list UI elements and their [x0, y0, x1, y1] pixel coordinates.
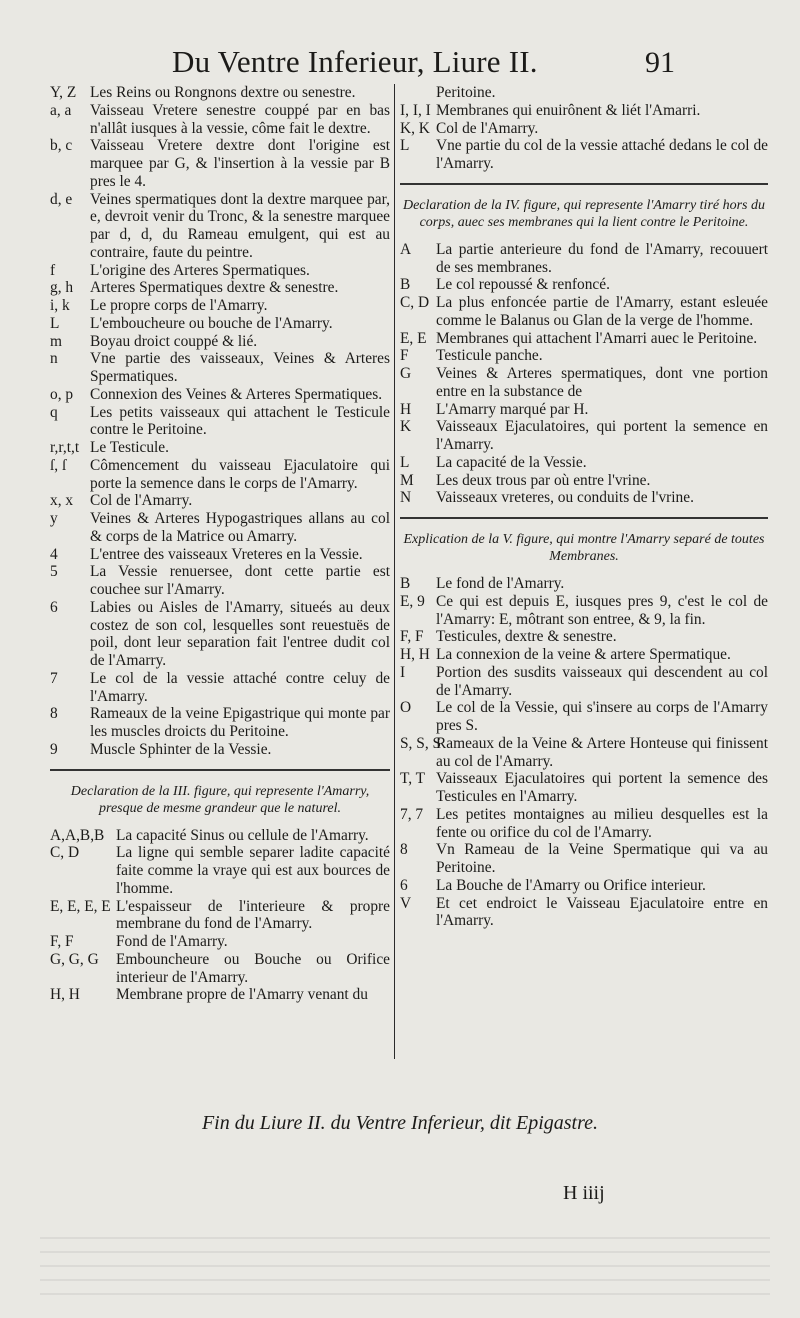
entry-text: Col de l'Amarry.: [436, 119, 539, 137]
entry-key: F, F: [50, 933, 74, 950]
entry-text: Le fond de l'Amarry.: [436, 575, 565, 592]
entry-key: y: [50, 510, 58, 527]
entry-key: G, G, G: [50, 950, 99, 968]
right-entries: [400, 84, 768, 173]
left-entries: [50, 84, 390, 759]
legend-entry: [50, 705, 390, 741]
section3-entries: [50, 827, 390, 1005]
entry-text: Boyau droict couppé & lié.: [90, 332, 258, 350]
entry-text: Rameaux de la Veine & Artere Honteuse qui finissent au col de l'Amarry.: [436, 734, 768, 770]
entry-text: L'espaisseur de l'interieure & propre membrane du fond de l'Amarry.: [116, 897, 390, 933]
legend-entry: [400, 102, 768, 120]
entry-text: Vne partie du col de la vessie attaché dedans le col de l'Amarry.: [436, 137, 768, 172]
entry-key: H: [400, 400, 412, 418]
entry-key: T, T: [400, 770, 426, 788]
entry-text: L'emboucheure ou bouche de l'Amarry.: [90, 314, 333, 332]
section5-title: Explication de la V. figure, qui montre l'Amarry separé de toutes Membranes.: [403, 532, 765, 564]
entry-key: I, I, I: [400, 101, 431, 119]
legend-entry: [400, 454, 768, 472]
legend-entry: [400, 120, 768, 138]
entry-key: A,A,B,B: [50, 826, 105, 844]
legend-entry: [50, 898, 390, 934]
entry-text: L'origine des Arteres Spermatiques.: [90, 261, 310, 279]
entry-text: Muscle Sphinter de la Vessie.: [90, 740, 272, 758]
entry-text: La Vessie renuersee, dont cette partie est couchee sur l'Amarry.: [90, 563, 390, 598]
entry-text: Membrane propre de l'Amarry venant du: [116, 986, 368, 1004]
entry-key: O: [400, 699, 412, 717]
entry-text: La capacité de la Vessie.: [436, 453, 587, 471]
entry-key: K: [400, 418, 412, 436]
entry-text: Les Reins ou Rongnons dextre ou senestre.: [90, 84, 356, 101]
entry-text: Le Testicule.: [90, 439, 169, 456]
entry-key: G: [400, 365, 412, 382]
entry-key: C, D: [400, 294, 430, 311]
section-rule: [400, 517, 768, 519]
legend-entry: [400, 646, 768, 664]
running-title: Du Ventre Inferieur, Liure II.: [172, 44, 538, 79]
entry-key: o, p: [50, 385, 74, 403]
legend-entry: [400, 664, 768, 700]
entry-key: H, H: [50, 986, 80, 1004]
legend-entry: [400, 735, 768, 771]
entry-key: r,r,t,t: [50, 439, 80, 456]
entry-text: Vaisseaux Ejaculatoires, qui portent la semence en l'Amarry.: [436, 418, 768, 453]
legend-entry: [400, 489, 768, 507]
entry-text: Membranes qui enuirônent & liét l'Amarri.: [436, 101, 701, 119]
bleed-through: [40, 1225, 770, 1295]
entry-text: Vaisseau Vretere dextre dont l'origine est marquee par G, & l'insertion à la vessie par B pres le 4.: [90, 137, 390, 190]
entry-key: 9: [50, 740, 58, 758]
entry-key: A: [400, 240, 412, 258]
entry-key: f: [50, 261, 56, 279]
entry-text: Les petites montaignes au milieu desquelles est la fente ou orifice du col de l'Amarry.: [436, 805, 768, 841]
legend-entry: [50, 741, 390, 759]
legend-entry: [50, 933, 390, 951]
entry-text: La Bouche de l'Amarry ou Orifice interieur.: [436, 876, 706, 894]
legend-entry: [400, 418, 768, 454]
entry-text: Vaisseaux Ejaculatoires qui portent la semence des Testicules en l'Amarry.: [436, 770, 768, 805]
legend-entry: [50, 510, 390, 546]
legend-entry: [400, 347, 768, 365]
legend-entry: [50, 350, 390, 386]
legend-entry: [400, 806, 768, 842]
entry-text: Labies ou Aisles de l'Amarry, situeés au deux costez de son col, lesquelles sont reuestuës de poil, dont leur separation fait l'entree dudit col de l'Amarry.: [90, 598, 390, 669]
legend-entry: [50, 386, 390, 404]
legend-entry: [50, 951, 390, 987]
entry-key: 6: [50, 598, 58, 616]
entry-text: Veines spermatiques dont la dextre marquee par, e, devroit venir du Tronc, & la senestre marquee par d, d, du Rameau emulgent, qui est au contraire, faute du peintre.: [90, 190, 390, 261]
entry-key: q: [50, 403, 58, 421]
entry-key: x, x: [50, 492, 74, 510]
entry-text: Embouncheure ou Bouche ou Orifice interieur de l'Amarry.: [116, 950, 390, 986]
legend-entry: [400, 770, 768, 806]
entry-text: Rameaux de la veine Epigastrique qui monte par les muscles droicts du Peritoine.: [90, 705, 390, 740]
entry-key: L: [50, 314, 60, 332]
entry-key: g, h: [50, 279, 74, 297]
entry-key: B: [400, 276, 411, 294]
entry-key: 5: [50, 563, 58, 581]
entry-key: b, c: [50, 137, 73, 155]
legend-entry: [50, 844, 390, 897]
entry-text: Le col repoussé & renfoncé.: [436, 276, 610, 294]
legend-entry: [400, 895, 768, 931]
column-divider: [394, 84, 395, 1059]
section-rule: [50, 769, 390, 771]
page-number: 91: [645, 46, 675, 79]
entry-key: S, S, S: [400, 734, 442, 752]
legend-entry: [50, 670, 390, 706]
entry-text: Peritoine.: [436, 84, 496, 101]
legend-entry: [50, 546, 390, 564]
entry-text: Portion des susdits vaisseaux qui descendent au col de l'Amarry.: [436, 663, 768, 699]
section4-entries: [400, 241, 768, 507]
legend-entry: [50, 84, 390, 102]
entry-key: N: [400, 489, 412, 507]
entry-text: La partie anterieure du fond de l'Amarry, recouuert de ses membranes.: [436, 240, 768, 276]
entry-text: La capacité Sinus ou cellule de l'Amarry.: [116, 826, 369, 844]
entry-text: Le propre corps de l'Amarry.: [90, 297, 268, 314]
entry-key: ſ, ſ: [50, 456, 67, 474]
legend-entry: [400, 593, 768, 629]
entry-text: Vn Rameau de la Veine Spermatique qui va au Peritoine.: [436, 841, 768, 876]
entry-text: Vne partie des vaisseaux, Veines & Arteres Spermatiques.: [90, 350, 390, 385]
legend-entry: [400, 401, 768, 419]
entry-text: Veines & Arteres spermatiques, dont vne portion entre en la substance de: [436, 365, 768, 400]
legend-entry: [50, 439, 390, 457]
section-rule: [400, 183, 768, 185]
entry-text: Et cet endroict le Vaisseau Ejaculatoire entre en l'Amarry.: [436, 894, 768, 930]
entry-key: I: [400, 663, 406, 681]
legend-entry: [400, 84, 768, 102]
entry-text: Cômencement du vaisseau Ejaculatoire qui porte la semence dans le corps de l'Amarry.: [90, 456, 390, 492]
entry-key: d, e: [50, 190, 73, 208]
legend-entry: [50, 191, 390, 262]
entry-text: Le col de la Vessie, qui s'insere au corps de l'Amarry pres S.: [436, 699, 768, 734]
legend-entry: [50, 563, 390, 599]
legend-entry: [400, 294, 768, 330]
entry-key: E, 9: [400, 592, 425, 610]
entry-key: E, E, E, E: [50, 897, 111, 915]
entry-key: H, H: [400, 646, 430, 663]
entry-key: i, k: [50, 297, 70, 314]
left-column: [50, 84, 390, 1004]
page-header: [0, 44, 800, 88]
entry-text: Testicules, dextre & senestre.: [436, 628, 617, 646]
entry-key: n: [50, 350, 58, 368]
entry-key: M: [400, 471, 414, 489]
legend-entry: [400, 137, 768, 173]
entry-text: Vaisseau Vretere senestre couppé par en bas n'allât iusques à la vessie, côme fait le dextre.: [90, 101, 390, 137]
entry-key: 8: [50, 705, 58, 723]
legend-entry: [400, 241, 768, 277]
entry-text: Vaisseaux vreteres, ou conduits de l'vrine.: [436, 489, 694, 507]
legend-entry: [50, 404, 390, 440]
entry-key: L: [400, 137, 410, 155]
entry-text: Veines & Arteres Hypogastriques allans au col & corps de la Matrice ou Amarry.: [90, 510, 390, 545]
legend-entry: [50, 102, 390, 138]
entry-text: Connexion des Veines & Arteres Spermatiques.: [90, 385, 383, 403]
entry-text: Fond de l'Amarry.: [116, 933, 228, 950]
entry-text: La ligne qui semble separer ladite capacité faite comme la vraye qui est aux bources de l'homme.: [116, 844, 390, 897]
entry-text: Testicule panche.: [436, 347, 543, 365]
entry-key: m: [50, 332, 62, 350]
legend-entry: [50, 315, 390, 333]
entry-key: C, D: [50, 844, 80, 862]
entry-text: La plus enfoncée partie de l'Amarry, estant esleuée comme le Balanus ou Glan de la verge de l'homme.: [436, 294, 768, 329]
entry-text: Membranes qui attachent l'Amarri auec le Peritoine.: [436, 329, 758, 347]
signature-mark: H iiij: [563, 1182, 605, 1204]
entry-text: Ce qui est depuis E, iusques pres 9, c'est le col de l'Amarry: E, môtrant son entree, & 9, la fin.: [436, 592, 768, 628]
legend-entry: [400, 365, 768, 401]
legend-entry: [50, 279, 390, 297]
entry-key: 8: [400, 841, 408, 859]
legend-entry: [400, 330, 768, 348]
end-of-book-line: Fin du Liure II. du Ventre Inferieur, dit Epigastre.: [201, 1112, 599, 1134]
legend-entry: [50, 986, 390, 1004]
legend-entry: [400, 575, 768, 593]
entry-key: 7: [50, 669, 58, 687]
entry-key: E, E: [400, 329, 427, 347]
section4-title: Declaration de la IV. figure, qui represente l'Amarry tiré hors du corps, auec ses membranes qui la lient contre le Peritoine.: [402, 197, 766, 230]
legend-entry: [400, 877, 768, 895]
entry-text: L'Amarry marqué par H.: [436, 400, 589, 418]
entry-key: V: [400, 894, 412, 912]
legend-entry: [50, 333, 390, 351]
entry-key: [400, 84, 436, 102]
legend-entry: [50, 457, 390, 493]
legend-entry: [50, 262, 390, 280]
section3-title: Declaration de la III. figure, qui represente l'Amarry, presque de mesme grandeur que le naturel.: [70, 783, 370, 816]
entry-text: La connexion de la veine & artere Spermatique.: [436, 646, 731, 663]
legend-entry: [50, 599, 390, 670]
entry-text: L'entree des vaisseaux Vreteres en la Vessie.: [90, 545, 363, 563]
entry-key: L: [400, 453, 410, 471]
entry-key: 4: [50, 545, 58, 563]
legend-entry: [50, 297, 390, 315]
entry-text: Le col de la vessie attaché contre celuy de l'Amarry.: [90, 669, 390, 705]
entry-key: a, a: [50, 101, 72, 119]
entry-key: 6: [400, 876, 408, 894]
legend-entry: [400, 276, 768, 294]
entry-key: F, F: [400, 628, 424, 646]
legend-entry: [400, 472, 768, 490]
entry-text: Col de l'Amarry.: [90, 492, 193, 510]
legend-entry: [50, 827, 390, 845]
legend-entry: [400, 628, 768, 646]
legend-entry: [50, 492, 390, 510]
legend-entry: [400, 699, 768, 735]
right-column: [400, 84, 768, 930]
entry-text: Les deux trous par où entre l'vrine.: [436, 471, 651, 489]
entry-key: Y, Z: [50, 84, 77, 101]
entry-text: Arteres Spermatiques dextre & senestre.: [90, 279, 339, 297]
section5-entries: [400, 575, 768, 930]
entry-key: F: [400, 347, 409, 365]
legend-entry: [50, 137, 390, 190]
entry-key: 7, 7: [400, 805, 424, 823]
entry-text: Les petits vaisseaux qui attachent le Testicule contre le Peritoine.: [90, 403, 390, 439]
legend-entry: [400, 841, 768, 877]
entry-key: B: [400, 575, 411, 592]
entry-key: K, K: [400, 119, 430, 137]
